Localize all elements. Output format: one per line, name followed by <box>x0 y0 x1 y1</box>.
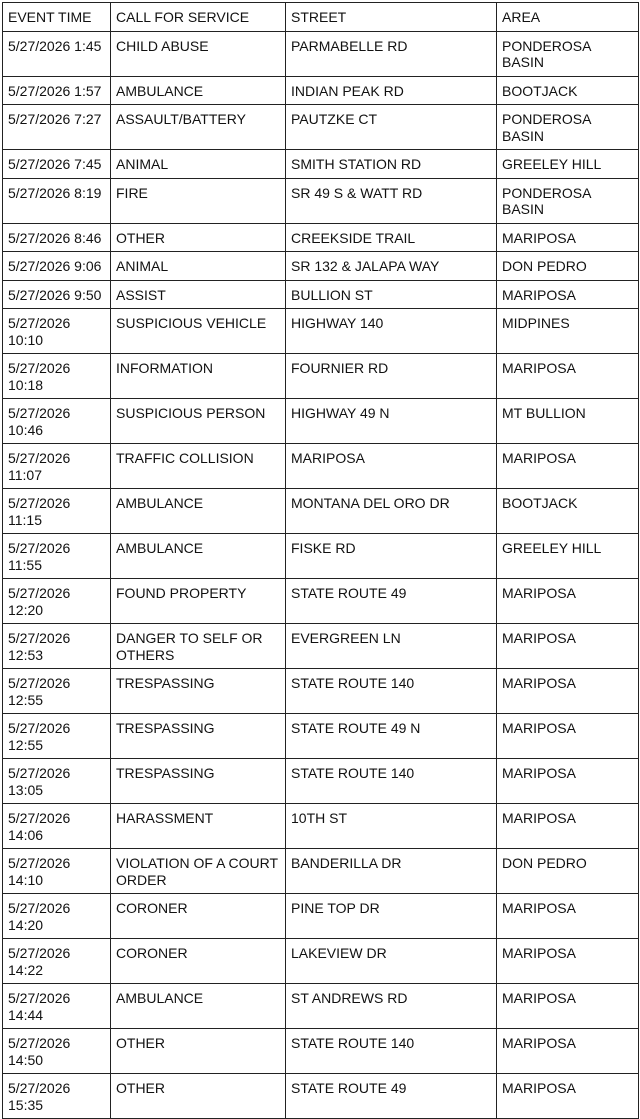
cell-call-for-service: CHILD ABUSE <box>111 31 286 76</box>
cell-event-time: 5/27/2026 1:57 <box>3 76 111 105</box>
table-row <box>3 354 639 399</box>
cell-event-time: 5/27/2026 11:15 <box>3 489 111 534</box>
cell-street: STATE ROUTE 49 <box>286 579 497 624</box>
cell-event-time: 5/27/2026 12:55 <box>3 669 111 714</box>
header-street: STREET <box>286 3 497 32</box>
cell-street: FOURNIER RD <box>286 354 497 399</box>
cell-event-time: 5/27/2026 14:44 <box>3 984 111 1029</box>
cell-street: BULLION ST <box>286 280 497 309</box>
cell-area: MIDPINES <box>497 309 639 354</box>
cell-street: 10TH ST <box>286 804 497 849</box>
table-header <box>3 3 639 32</box>
call-log-table <box>2 2 639 1119</box>
table-row <box>3 1074 639 1119</box>
table-row <box>3 489 639 534</box>
cell-area: MARIPOSA <box>497 354 639 399</box>
cell-call-for-service: VIOLATION OF A COURT ORDER <box>111 849 286 894</box>
cell-call-for-service: OTHER <box>111 1029 286 1074</box>
header-call-for-service: CALL FOR SERVICE <box>111 3 286 32</box>
table-row <box>3 669 639 714</box>
cell-call-for-service: ASSIST <box>111 280 286 309</box>
cell-area: MARIPOSA <box>497 223 639 252</box>
cell-call-for-service: CORONER <box>111 894 286 939</box>
header-row <box>3 3 639 32</box>
table-row <box>3 534 639 579</box>
cell-street: LAKEVIEW DR <box>286 939 497 984</box>
cell-area: MARIPOSA <box>497 579 639 624</box>
cell-call-for-service: AMBULANCE <box>111 534 286 579</box>
cell-street: CREEKSIDE TRAIL <box>286 223 497 252</box>
cell-call-for-service: AMBULANCE <box>111 984 286 1029</box>
cell-street: PINE TOP DR <box>286 894 497 939</box>
cell-call-for-service: ASSAULT/BATTERY <box>111 105 286 150</box>
table-row <box>3 894 639 939</box>
cell-area: PONDEROSA BASIN <box>497 178 639 223</box>
cell-call-for-service: SUSPICIOUS VEHICLE <box>111 309 286 354</box>
cell-call-for-service: TRESPASSING <box>111 759 286 804</box>
cell-call-for-service: HARASSMENT <box>111 804 286 849</box>
cell-event-time: 5/27/2026 9:06 <box>3 252 111 281</box>
cell-call-for-service: TRESPASSING <box>111 714 286 759</box>
table-row <box>3 31 639 76</box>
cell-area: DON PEDRO <box>497 849 639 894</box>
cell-event-time: 5/27/2026 1:45 <box>3 31 111 76</box>
table-row <box>3 849 639 894</box>
cell-call-for-service: ANIMAL <box>111 252 286 281</box>
cell-street: INDIAN PEAK RD <box>286 76 497 105</box>
table-row <box>3 804 639 849</box>
cell-street: PARMABELLE RD <box>286 31 497 76</box>
cell-area: BOOTJACK <box>497 489 639 534</box>
table-row <box>3 105 639 150</box>
table-row <box>3 759 639 804</box>
cell-event-time: 5/27/2026 14:50 <box>3 1029 111 1074</box>
cell-street: BANDERILLA DR <box>286 849 497 894</box>
table-row <box>3 76 639 105</box>
cell-street: MARIPOSA <box>286 444 497 489</box>
cell-area: MARIPOSA <box>497 804 639 849</box>
cell-event-time: 5/27/2026 11:55 <box>3 534 111 579</box>
cell-area: MARIPOSA <box>497 759 639 804</box>
cell-street: STATE ROUTE 49 <box>286 1074 497 1119</box>
cell-street: STATE ROUTE 140 <box>286 759 497 804</box>
cell-area: MARIPOSA <box>497 984 639 1029</box>
cell-area: PONDEROSA BASIN <box>497 31 639 76</box>
table-row <box>3 579 639 624</box>
cell-area: GREELEY HILL <box>497 150 639 179</box>
table-row <box>3 399 639 444</box>
cell-event-time: 5/27/2026 12:55 <box>3 714 111 759</box>
cell-area: MARIPOSA <box>497 624 639 669</box>
cell-event-time: 5/27/2026 15:35 <box>3 1074 111 1119</box>
cell-street: PAUTZKE CT <box>286 105 497 150</box>
cell-area: MARIPOSA <box>497 714 639 759</box>
cell-area: MARIPOSA <box>497 669 639 714</box>
cell-street: ST ANDREWS RD <box>286 984 497 1029</box>
table-row <box>3 1029 639 1074</box>
cell-event-time: 5/27/2026 8:46 <box>3 223 111 252</box>
cell-area: MARIPOSA <box>497 280 639 309</box>
table-row <box>3 714 639 759</box>
cell-area: BOOTJACK <box>497 76 639 105</box>
table-row <box>3 280 639 309</box>
cell-call-for-service: FOUND PROPERTY <box>111 579 286 624</box>
cell-event-time: 5/27/2026 10:10 <box>3 309 111 354</box>
cell-street: STATE ROUTE 140 <box>286 669 497 714</box>
cell-area: MARIPOSA <box>497 1029 639 1074</box>
cell-area: MT BULLION <box>497 399 639 444</box>
cell-call-for-service: DANGER TO SELF OR OTHERS <box>111 624 286 669</box>
table-row <box>3 984 639 1029</box>
table-row <box>3 309 639 354</box>
cell-event-time: 5/27/2026 10:46 <box>3 399 111 444</box>
table-row <box>3 939 639 984</box>
cell-street: HIGHWAY 140 <box>286 309 497 354</box>
table-row <box>3 252 639 281</box>
cell-event-time: 5/27/2026 9:50 <box>3 280 111 309</box>
cell-event-time: 5/27/2026 7:27 <box>3 105 111 150</box>
header-event-time: EVENT TIME <box>3 3 111 32</box>
cell-call-for-service: FIRE <box>111 178 286 223</box>
cell-call-for-service: AMBULANCE <box>111 76 286 105</box>
cell-call-for-service: TRESPASSING <box>111 669 286 714</box>
cell-event-time: 5/27/2026 14:10 <box>3 849 111 894</box>
cell-event-time: 5/27/2026 11:07 <box>3 444 111 489</box>
cell-street: SR 132 & JALAPA WAY <box>286 252 497 281</box>
table-row <box>3 150 639 179</box>
cell-event-time: 5/27/2026 7:45 <box>3 150 111 179</box>
cell-street: HIGHWAY 49 N <box>286 399 497 444</box>
cell-street: STATE ROUTE 49 N <box>286 714 497 759</box>
cell-call-for-service: TRAFFIC COLLISION <box>111 444 286 489</box>
cell-event-time: 5/27/2026 14:20 <box>3 894 111 939</box>
cell-street: MONTANA DEL ORO DR <box>286 489 497 534</box>
cell-area: MARIPOSA <box>497 939 639 984</box>
cell-call-for-service: AMBULANCE <box>111 489 286 534</box>
cell-street: SMITH STATION RD <box>286 150 497 179</box>
cell-area: MARIPOSA <box>497 1074 639 1119</box>
cell-call-for-service: OTHER <box>111 223 286 252</box>
table-row <box>3 178 639 223</box>
cell-event-time: 5/27/2026 12:53 <box>3 624 111 669</box>
cell-event-time: 5/27/2026 14:22 <box>3 939 111 984</box>
table-body <box>3 31 639 1119</box>
cell-area: MARIPOSA <box>497 894 639 939</box>
header-area: AREA <box>497 3 639 32</box>
cell-event-time: 5/27/2026 10:18 <box>3 354 111 399</box>
cell-event-time: 5/27/2026 12:20 <box>3 579 111 624</box>
cell-area: MARIPOSA <box>497 444 639 489</box>
table-row <box>3 444 639 489</box>
cell-area: GREELEY HILL <box>497 534 639 579</box>
cell-area: PONDEROSA BASIN <box>497 105 639 150</box>
cell-area: DON PEDRO <box>497 252 639 281</box>
cell-street: EVERGREEN LN <box>286 624 497 669</box>
cell-call-for-service: CORONER <box>111 939 286 984</box>
cell-call-for-service: INFORMATION <box>111 354 286 399</box>
cell-event-time: 5/27/2026 8:19 <box>3 178 111 223</box>
cell-call-for-service: OTHER <box>111 1074 286 1119</box>
table-row <box>3 223 639 252</box>
cell-call-for-service: ANIMAL <box>111 150 286 179</box>
cell-street: FISKE RD <box>286 534 497 579</box>
cell-event-time: 5/27/2026 14:06 <box>3 804 111 849</box>
table-row <box>3 624 639 669</box>
cell-street: SR 49 S & WATT RD <box>286 178 497 223</box>
cell-call-for-service: SUSPICIOUS PERSON <box>111 399 286 444</box>
cell-event-time: 5/27/2026 13:05 <box>3 759 111 804</box>
cell-street: STATE ROUTE 140 <box>286 1029 497 1074</box>
